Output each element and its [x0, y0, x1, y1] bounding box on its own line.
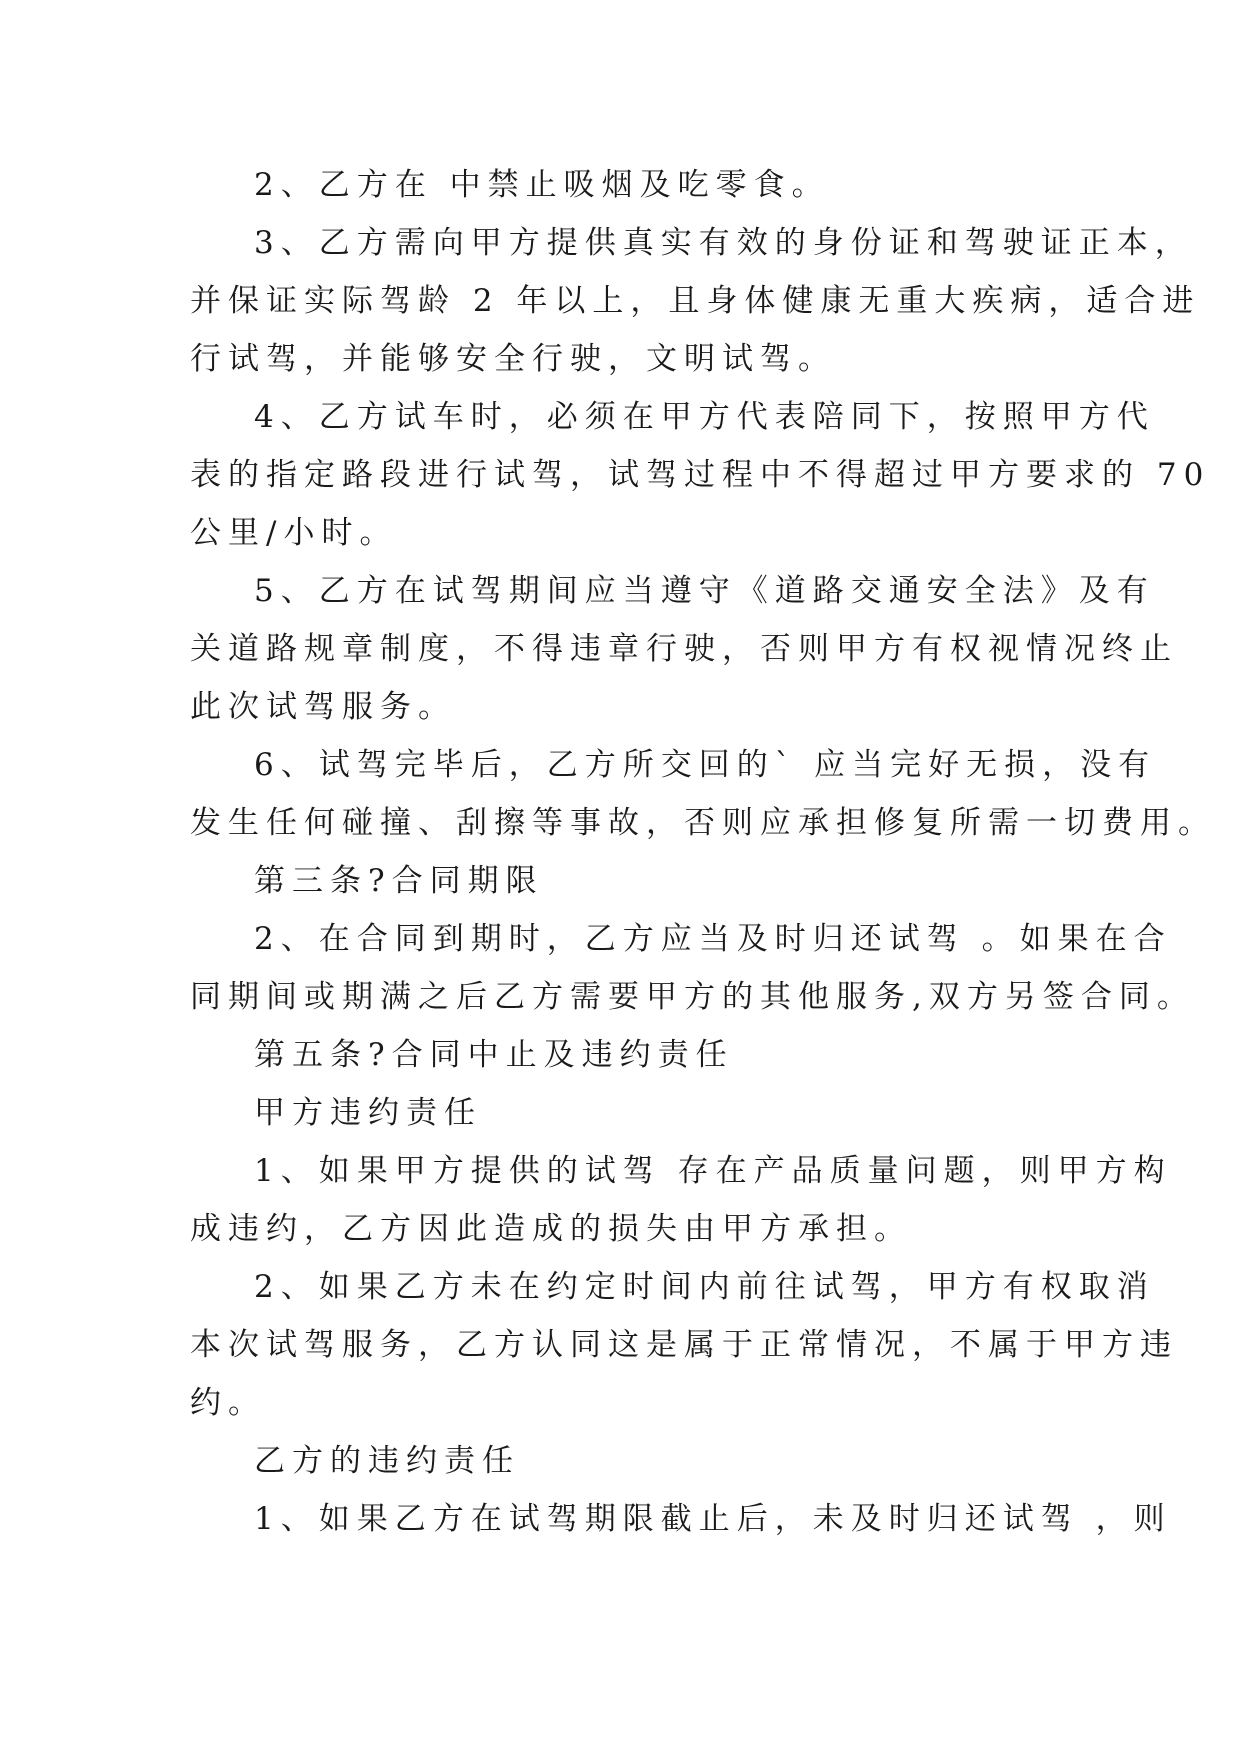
clause-5-line: 关道路规章制度，不得违章行驶，否则甲方有权视情况终止: [190, 631, 1178, 667]
clause-3-line: 3、乙方需向甲方提供真实有效的身份证和驾驶证正本，: [254, 225, 1193, 261]
section-heading: 第五条?合同中止及违约责任: [254, 1037, 734, 1073]
term-clause-2-line: 2、在合同到期时，乙方应当及时归还试驾 。如果在合: [254, 921, 1172, 957]
clause-2-line: 2、乙方在 中禁止吸烟及吃零食。: [254, 167, 830, 203]
party-a-clause-2-line: 2、如果乙方未在约定时间内前往试驾，甲方有权取消: [254, 1269, 1155, 1305]
party-a-clause-1-line: 成违约，乙方因此造成的损失由甲方承担。: [190, 1211, 912, 1247]
clause-3-line: 并保证实际驾龄 2 年以上，且身体健康无重大疾病，适合进: [190, 283, 1201, 319]
party-a-clause-1-line: 1、如果甲方提供的试驾 存在产品质量问题，则甲方构: [254, 1153, 1172, 1189]
clause-5-line: 5、乙方在试驾期间应当遵守《道路交通安全法》及有: [254, 573, 1155, 609]
clause-4-line: 4、乙方试车时，必须在甲方代表陪同下，按照甲方代: [254, 399, 1155, 435]
subsection-heading: 乙方的违约责任: [254, 1443, 520, 1479]
term-clause-2-line: 同期间或期满之后乙方需要甲方的其他服务,双方另签合同。: [190, 979, 1195, 1015]
party-b-clause-1-line: 1、如果乙方在试驾期限截止后，未及时归还试驾 ，则: [254, 1501, 1172, 1537]
party-a-clause-2-line: 约。: [190, 1385, 266, 1421]
section-heading: 第三条?合同期限: [254, 863, 544, 899]
subsection-heading: 甲方违约责任: [254, 1095, 482, 1131]
clause-4-line: 公里/小时。: [190, 515, 398, 551]
clause-4-line: 表的指定路段进行试驾，试驾过程中不得超过甲方要求的 70: [190, 457, 1211, 493]
clause-5-line: 此次试驾服务。: [190, 689, 456, 725]
document-body: [190, 156, 1216, 1548]
clause-6-line: 6、试驾完毕后，乙方所交回的` 应当完好无损，没有: [254, 747, 1157, 783]
clause-6-line: 发生任何碰撞、刮擦等事故，否则应承担修复所需一切费用。: [190, 805, 1216, 841]
clause-3-line: 行试驾，并能够安全行驶，文明试驾。: [190, 341, 836, 377]
party-a-clause-2-line: 本次试驾服务，乙方认同这是属于正常情况，不属于甲方违: [190, 1327, 1178, 1363]
